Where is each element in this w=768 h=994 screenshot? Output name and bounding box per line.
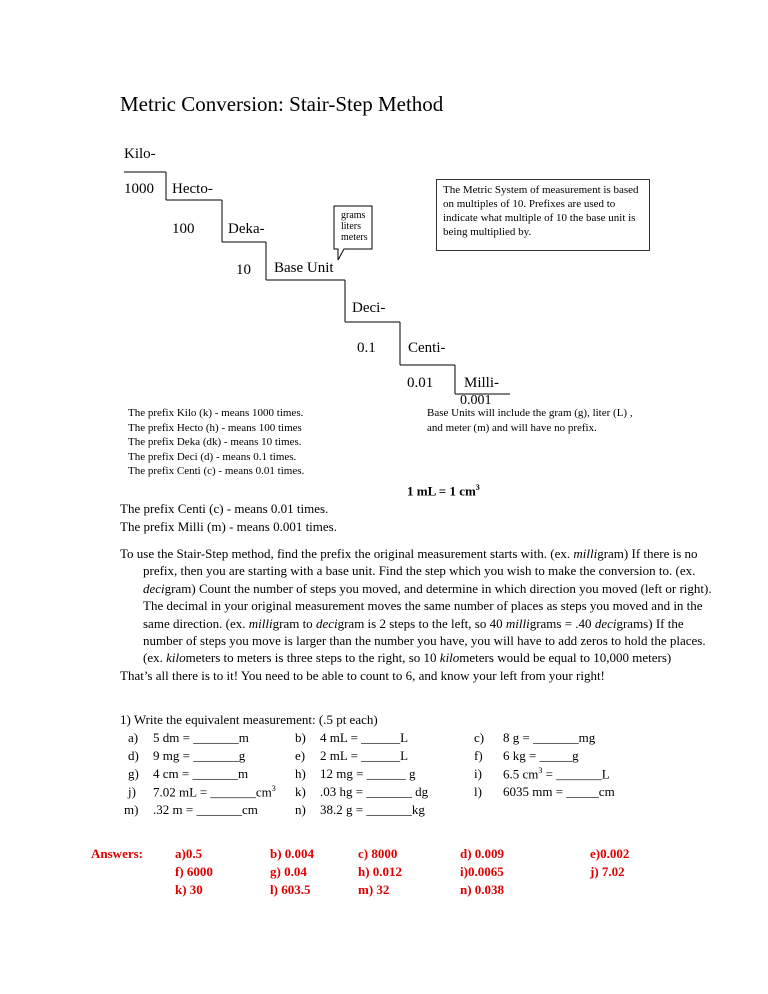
q-item-f: 6 kg = _____g: [503, 748, 579, 763]
answers-col-4: [460, 845, 504, 899]
q-label-e: e): [295, 748, 306, 763]
deka-label: Deka-: [228, 221, 265, 237]
prefix-centi: The prefix Centi (c) - means 0.01 times.: [128, 465, 305, 477]
answer-n: n) 0.038: [460, 882, 505, 897]
prefix-list: [128, 406, 304, 479]
q-label-g: g): [128, 766, 139, 781]
q-label-c: c): [474, 730, 485, 745]
answers-col-3: [358, 845, 402, 899]
equivalence-exponent: 3: [475, 483, 480, 492]
answer-h: h) 0.012: [358, 864, 403, 879]
q-item-d: 9 mg = _______g: [153, 748, 246, 763]
answers-col-2: [270, 845, 314, 899]
q-label-d: d): [128, 748, 139, 763]
kilo-value: 1000: [124, 181, 154, 197]
q-item-a: 5 dm = _______m: [153, 730, 249, 745]
prefix-milli: The prefix Milli (m) - means 0.001 times.: [120, 518, 337, 534]
q-item-b: 4 mL = ______L: [320, 730, 409, 745]
closing-line: That’s all there is to it! You need to be able to count to 6, and know your left from your right!: [120, 667, 605, 683]
answers-col-5: [590, 845, 629, 881]
callout-meters: meters: [341, 232, 368, 243]
q-label-l: l): [474, 784, 482, 799]
q-label-b: b): [295, 730, 306, 745]
answer-f: f) 6000: [175, 864, 213, 879]
answer-j: j) 7.02: [590, 864, 625, 879]
answer-b: b) 0.004: [270, 846, 315, 861]
prefix-list-continued: [120, 500, 337, 535]
instructions-text: To use the Stair-Step method, find the prefix the original measurement starts with. (ex. milligram) If there is no prefix, then you are starting with a base unit. Find the step which you wish to make the conversion to. (ex. decigram) Count the number of steps you moved, and determine in which direction you moved (left or right). The decimal in your original measurement moves the same number of places as steps you moved and in the same direction. (ex. milligram to decigram is 2 steps to the left, so 40 milligrams = .40 decigrams) If the number of steps you move is larger than the number you have, you will have to add zeros to hold the places. (ex. kilometers to meters is three steps to the right, so 10 kilometers would be equal to 10,000 meters): [120, 546, 712, 666]
kilo-label: Kilo-: [124, 146, 156, 162]
callout-grams: grams: [341, 210, 366, 221]
answer-l: l) 603.5: [270, 882, 311, 897]
centi-label: Centi-: [408, 340, 446, 356]
ml-cm3-equivalence: [407, 483, 480, 499]
hecto-label: Hecto-: [172, 181, 213, 197]
q-label-f: f): [474, 748, 483, 763]
prefix-kilo: The prefix Kilo (k) - means 1000 times.: [128, 407, 304, 419]
answer-e: e)0.002: [590, 846, 630, 861]
answer-c: c) 8000: [358, 846, 398, 861]
answer-g: g) 0.04: [270, 864, 307, 879]
answer-m: m) 32: [358, 882, 390, 897]
q-label-i: i): [474, 766, 482, 781]
milli-value: 0.001: [460, 393, 492, 408]
q-item-h: 12 mg = ______ g: [320, 766, 416, 781]
metric-info-box: The Metric System of measurement is based on multiples of 10. Prefixes are used to indicate what multiple of 10 the base unit is being multiplied by.: [436, 179, 650, 251]
prefix-centi-2: The prefix Centi (c) - means 0.01 times.: [120, 501, 329, 516]
answer-a: a)0.5: [175, 846, 203, 861]
q-item-j: 7.02 mL = $\_\_\_\_\_\_\_cm^3$: [153, 784, 276, 800]
equivalence-text: 1 mL = 1 cm: [407, 483, 476, 499]
deci-label: Deci-: [352, 300, 386, 316]
base-unit-label: Base Unit: [274, 260, 334, 276]
instructions-paragraph: [120, 545, 720, 684]
q-label-h: h): [295, 766, 306, 781]
deci-value: 0.1: [357, 340, 376, 356]
centi-value: 0.01: [407, 375, 434, 391]
deka-value: 10: [236, 262, 251, 278]
answer-k: k) 30: [175, 882, 203, 897]
q-label-m: m): [124, 802, 139, 817]
milli-label: Milli-: [464, 375, 500, 391]
answer-i: i)0.0065: [460, 864, 504, 879]
q-item-n: 38.2 g = _______kg: [320, 802, 425, 817]
base-units-note: Base Units will include the gram (g), liter (L) , and meter (m) and will have no prefix.: [427, 407, 633, 434]
q-item-l: 6035 mm = _____cm: [503, 784, 615, 799]
q-item-g: 4 cm = _______m: [153, 766, 249, 781]
answers-col-1: [175, 845, 213, 899]
q-item-c: 8 g = _______mg: [503, 730, 596, 745]
callout-liters: liters: [341, 221, 361, 232]
prefix-hecto: The prefix Hecto (h) - means 100 times: [128, 421, 302, 434]
q-label-k: k): [295, 784, 306, 799]
q-label-n: n): [295, 802, 306, 817]
q-item-i: 6.5 $cm^3$ = _______L: [503, 766, 610, 782]
q-item-e: 2 mL = ______L: [320, 748, 409, 763]
page-title: Metric Conversion: Stair-Step Method: [120, 92, 444, 116]
answer-d: d) 0.009: [460, 846, 505, 861]
hecto-value: 100: [172, 221, 195, 237]
q-label-j: j): [128, 784, 136, 799]
base-unit-callout: [341, 210, 368, 243]
q-item-k: .03 hg = _______ dg: [320, 784, 429, 799]
question-header: 1) Write the equivalent measurement: (.5 pt each): [120, 712, 378, 727]
answers-label: Answers:: [91, 846, 143, 861]
q-item-m: .32 m = _______cm: [153, 802, 258, 817]
prefix-deci: The prefix Deci (d) - means 0.1 times.: [128, 450, 297, 463]
prefix-deka: The prefix Deka (dk) - means 10 times.: [128, 436, 302, 448]
q-label-a: a): [128, 730, 139, 745]
